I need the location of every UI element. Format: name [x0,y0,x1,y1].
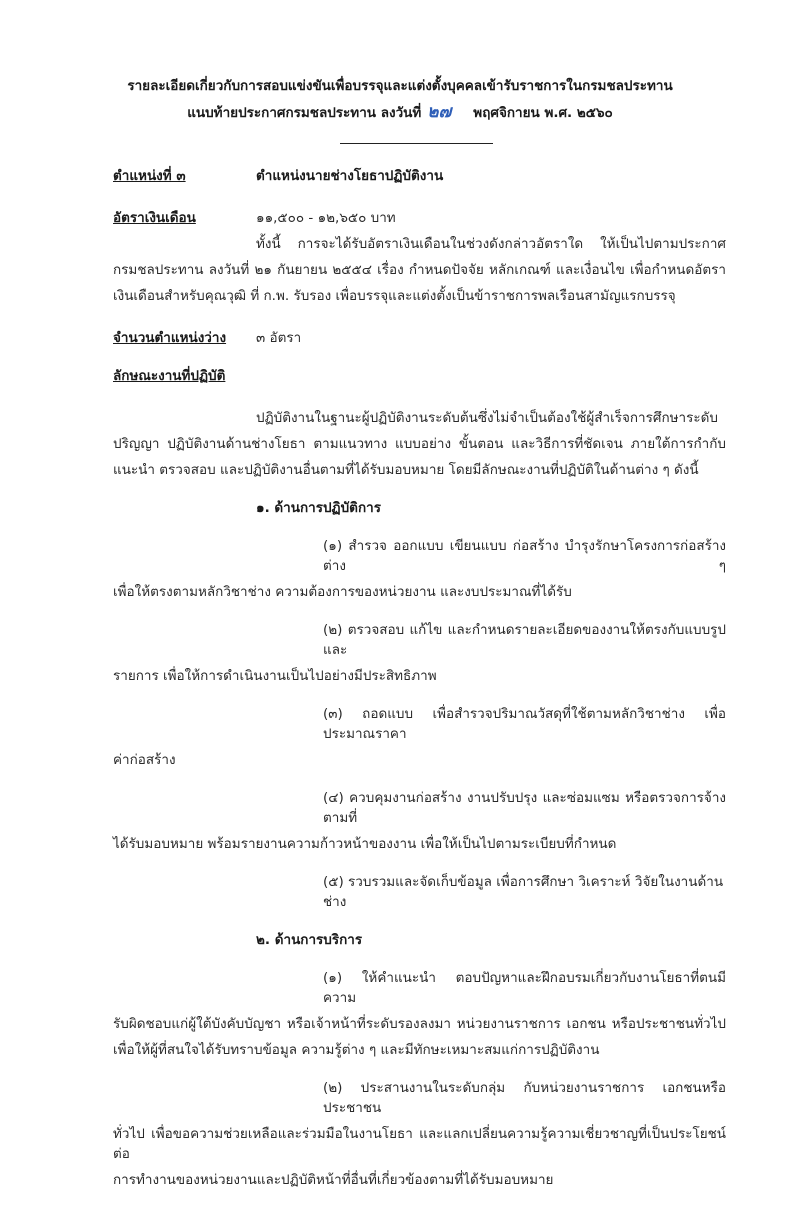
handwritten-day: ๒๗ [427,102,452,122]
position-row [113,166,726,186]
salary-value: ๑๑,๕๐๐ - ๑๒,๖๕๐ บาท [256,210,396,226]
salary-note-line: เงินเดือนสำหรับคุณวุฒิ ที่ ก.พ. รับรอง เพื่อบรรจุและแต่งตั้งเป็นข้าราชการพลเรือนสามัญแรกบรรจุ [113,288,676,304]
document-title: รายละเอียดเกี่ยวกับการสอบแข่งขันเพื่อบรรจุและแต่งตั้งบุคคลเข้ารับราชการในกรมชลประทาน [127,78,673,94]
item-line: การทำงานของหน่วยงานและปฏิบัติหน้าที่อื่นที่เกี่ยวข้องตามที่ได้รับมอบหมาย [113,1172,554,1188]
item-line: รับผิดชอบแก่ผู้ใต้บังคับบัญชา หรือเจ้าหน้าที่ระดับรองลงมา หน่วยงานราชการ เอกชน หรือประชาชนทั่วไป [113,1016,726,1032]
document-subtitle [0,102,800,123]
intro-line: ปริญญา ปฏิบัติงานด้านช่างโยธา ตามแนวทาง แบบอย่าง ขั้นตอน และวิธีการที่ชัดเจน ภายใต้การกำกับ [113,436,726,452]
item-line: (๓) ถอดแบบ เพื่อสำรวจปริมาณวัสดุที่ใช้ตามหลักวิชาช่าง เพื่อประมาณราคา [323,706,726,742]
item-line: รายการ เพื่อให้การดำเนินงานเป็นไปอย่างมีประสิทธิภาพ [113,668,437,684]
item-line: ได้รับมอบหมาย พร้อมรายงานความก้าวหน้าของงาน เพื่อให้เป็นไปตามระเบียบที่กำหนด [113,836,617,852]
item-line: เพื่อให้ผู้ที่สนใจได้รับทราบข้อมูล ความรู้ต่าง ๆ และมีทักษะเหมาะสมแก่การปฏิบัติงาน [113,1042,600,1058]
item-line: (๔) ควบคุมงานก่อสร้าง งานปรับปรุง และซ่อมแซม หรือตรวจการจ้างตามที่ [323,790,726,826]
subtitle-prefix: แนบท้ายประกาศกรมชลประทาน ลงวันที่ [187,105,422,121]
item-line: (๕) รวบรวมและจัดเก็บข้อมูล เพื่อการศึกษา วิเคราะห์ วิจัยในงานด้านช่าง [323,874,724,910]
salary-row [113,208,726,228]
item-line: (๑) สำรวจ ออกแบบ เขียนแบบ ก่อสร้าง บำรุงรักษาโครงการก่อสร้างต่าง ๆ [323,538,726,574]
salary-note-line: ทั้งนี้ การจะได้รับอัตราเงินเดือนในช่วงดังกล่าวอัตราใด ให้เป็นไปตามประกาศ [256,236,726,252]
item-line: ค่าก่อสร้าง [113,752,176,768]
item-line: (๒) ตรวจสอบ แก้ไข และกำหนดรายละเอียดของงานให้ตรงกับแบบรูปและ [323,622,726,658]
subtitle-suffix: พฤศจิกายน พ.ศ. ๒๕๖๐ [473,105,613,121]
section-heading: ๑. ด้านการปฏิบัติการ [256,500,381,516]
item-line: เพื่อให้ตรงตามหลักวิชาช่าง ความต้องการของหน่วยงาน และงบประมาณที่ได้รับ [113,584,572,600]
item-line: ทั่วไป เพื่อขอความช่วยเหลือและร่วมมือในงานโยธา และแลกเปลี่ยนความรู้ความเชี่ยวชาญที่เป็นประโยชน์ต่อ [113,1126,726,1162]
intro-line: ปฏิบัติงานในฐานะผู้ปฏิบัติงานระดับต้นซึ่งไม่จำเป็นต้องใช้ผู้สำเร็จการศึกษาระดับ [256,410,718,426]
item-line: (๑) ให้คำแนะนำ ตอบปัญหาและฝึกอบรมเกี่ยวกับงานโยธาที่ตนมีความ [323,970,726,1006]
vacancies-label: จำนวนตำแหน่งว่าง [113,330,227,346]
job-nature-label: ลักษณะงานที่ปฏิบัติ [113,368,226,384]
salary-label: อัตราเงินเดือน [113,210,196,226]
position-value: ตำแหน่งนายช่างโยธาปฏิบัติงาน [256,168,444,184]
intro-line: แนะนำ ตรวจสอบ และปฏิบัติงานอื่นตามที่ได้รับมอบหมาย โดยมีลักษณะงานที่ปฏิบัติในด้านต่าง ๆ ดังนี้ [113,462,699,478]
salary-note-line: กรมชลประทาน ลงวันที่ ๒๑ กันยายน ๒๕๕๔ เรื่อง กำหนดปัจจัย หลักเกณฑ์ และเงื่อนไข เพื่อกำหนดอัตรา [113,262,726,278]
vacancies-value: ๓ อัตรา [256,330,302,346]
title-divider [340,143,493,144]
item-line: (๒) ประสานงานในระดับกลุ่ม กับหน่วยงานราชการ เอกชนหรือประชาชน [323,1080,726,1116]
position-label: ตำแหน่งที่ ๓ [113,168,186,184]
vacancies-row [113,328,726,348]
section-heading: ๒. ด้านการบริการ [256,932,363,948]
